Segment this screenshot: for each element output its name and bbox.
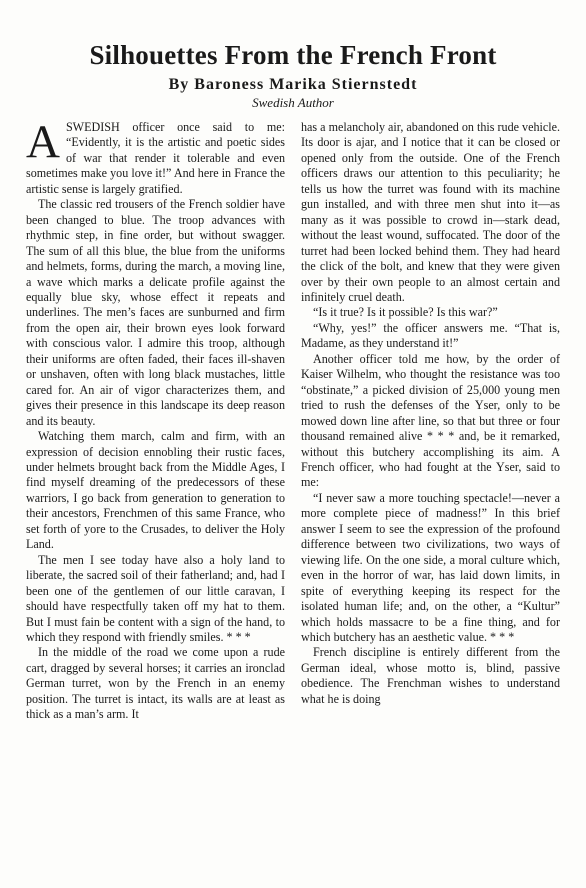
right-column [301,120,560,880]
paragraph: In the middle of the road we come upon a rude cart, dragged by several horses; it carries an ironclad German turret, won by the French in an enemy position. The turret is intact, its walls are at least as thick as a man’s arm. It [26,645,285,722]
paragraph: French discipline is entirely different from the German ideal, whose motto is, blind, passive obedience. The Frenchman wishes to understand what he is doing [301,645,560,706]
left-column [26,116,285,880]
article-body [26,116,560,880]
paragraph: Another officer told me how, by the order of Kaiser Wilhelm, who thought the resistance was too “obstinate,” a picked division of 25,000 young men tried to rush the defenses of the Yser, only to be mowed down line after line, so that but three or four thousand remained alive * * * and, be it remarked, without this butchery accomplishing its aim. A French officer, who had fought at the Yser, said to me: [301,351,560,490]
article-byline: By Baroness Marika Stiernstedt [168,76,418,93]
paragraph [26,116,285,197]
paragraph: “I never saw a more touching spectacle!—never a more complete piece of madness!” In this brief answer I seem to see the expression of the profound difference between two civilizations, two ways of viewing life. On the one side, a moral culture which, even in the horror of war, has laid down limits, in spite of everything keeping its respect for the isolated human life; and, on the other, a “Kultur” which holds massacre to be a fine thing, and for which butchery has an aesthetic value. * * * [301,490,560,644]
paragraph: “Is it true? Is it possible? Is this war?” [313,305,498,320]
paragraph: Watching them march, calm and firm, with an expression of decision ennobling their rustic faces, under helmets brought back from the Middle Ages, I find myself dreaming of the predecessors of these warriors, I go back from generation to generation to their ancestors, Frenchmen of this same France, who set forth of yore to the Crusades, to deliver the Holy Land. [26,429,285,552]
drop-cap: A [26,116,60,168]
paragraph: has a melancholy air, abandoned on this rude vehicle. Its door is ajar, and I notice that it can be closed or opened only from the outside. One of the French officers draws our attention to this peculiarity; he tells us how the turret was found with its machine gun installed, and with three men shut into it—as many as it was possible to crowd in—stark dead, without the least wound, suffocated. The door of the turret had been locked behind them. They had heard the click of the bolt, and knew that they were given over by their own people to an almost certain and infinitely cruel death. [301,120,560,304]
author-role: Swedish Author [252,95,334,110]
paragraph-text: SWEDISH officer once said to me: “Evidently, it is the artistic and poetic sides of war that render it tolerable and even sometimes make you love it!” And here in France the artistic sense is largely gratified. [26,120,285,196]
article-title: Silhouettes From the French Front [89,40,497,70]
paragraph: “Why, yes!” the officer answers me. “That is, Madame, as they understand it!” [301,320,560,351]
paragraph: The men I see today have also a holy land to liberate, the sacred soil of their fatherland; and, had I been one of the gentlemen of our little caravan, I should have respectfully taken off my hat to them. But I must fain be content with a sign of the hand, to which they respond with friendly smiles. * * * [26,552,285,644]
paragraph: The classic red trousers of the French soldier have been changed to blue. The troop advances with rhythmic step, in fine order, but without swagger. The sum of all this blue, the blue from the uniforms and helmets, forms, during the march, a moving line, a wave which marks a delicate profile against the equally blue sky, whose effect it repeats and underlines. The men’s faces are sunburned and firm from the open air, their brown eyes look forward with conscious valor. I admire this troop, although their uniforms are often faded, their faces ill-shaven or unshaven, often with long black mustaches, little cared for. An air of vigor characterizes them, and gives their presence in this landscape its deep reason and its beauty. [26,197,285,428]
